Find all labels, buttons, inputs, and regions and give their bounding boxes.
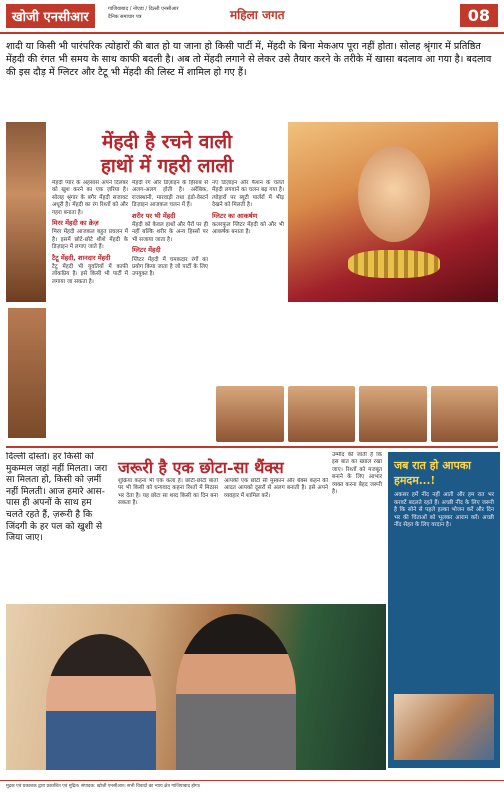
- bride-photo: [288, 122, 498, 302]
- mehndi-photo: [359, 386, 427, 442]
- mehndi-col3-text: नए डिज़ाइन और फैशन के चलते मेंहदी लगवाने का चलन बढ़ गया है। त्योहारों पर ब्यूटी पार्लरों में भीड़ देखने को मिलती है।: [212, 180, 284, 209]
- mehndi-headline-line2: हाथों में गहरी लाली: [100, 155, 234, 177]
- mehndi-photo: [431, 386, 499, 442]
- mehndi-headline-line1: मेंहदी है रचने वाली: [101, 131, 233, 153]
- right-column: उम्मीद की जाती है कि इस बात का ख्याल रखा जाए। रिश्तों को मजबूत बनाने के लिए आभार व्यक्त करना बेहद जरूरी है।: [332, 452, 382, 496]
- mehndi-col1-subhead2: टैटू मेंहदी, शानदार मेंहदी: [52, 253, 111, 262]
- intro-paragraph: शादी या किसी भी पारंपरिक त्योहारों की बात हो या जाना हो किसी पार्टी में, मेंहदी के बिना मेकअप पूरा नहीं होता। सोलह श्रृंगार में प्रतिष्ठित मेंहदी की रंगत भी समय के साथ काफी बदली है। अब तो मेंहदी लगाने से लेकर उसे तैयार करने के तरीके में खासा बदलाव आ गया है। बदलाव की इस दौड़ में ग्लिटर और टैटू भी मेंहदी की लिस्ट में शामिल हो गए हैं।: [6, 41, 492, 79]
- couple-photo: [6, 604, 386, 770]
- header-meta-line1: गाजियाबाद / नोएडा / दिल्ली एनसीआर: [108, 6, 179, 12]
- page-footer: मुद्रक एवं प्रकाशक द्वारा प्रकाशित एवं मुद्रित। संपादक: खोजी एनसीआर। सभी विवादों का न्याय क्षेत्र गाजियाबाद होगा।: [0, 780, 504, 800]
- thanks-headline: जरूरी है एक छोटा-सा थैंक्स: [118, 458, 284, 477]
- section-title: महिला जगत: [230, 8, 285, 22]
- thanks-column-1: शुक्रिया कहना भी एक कला है। छोटी-छोटी बातों पर भी किसी को धन्यवाद कहना रिश्तों में मिठास भर देता है। यह छोटा सा शब्द किसी का दिन बना सकता है।: [118, 478, 218, 507]
- page-number: 08: [460, 4, 498, 27]
- mehndi-col3-text2: कलरफुल ग्लिटर मेंहदी को और भी आकर्षक बनाता है।: [212, 222, 284, 236]
- mehndi-col2-subhead: शरीर पर भी मेंहदी: [132, 211, 176, 220]
- mehndi-photo: [216, 386, 284, 442]
- mehndi-headline: [52, 130, 282, 178]
- header-meta: [108, 5, 248, 21]
- bride-jewellery: [348, 250, 440, 278]
- sleep-text: अकसर हमें नींद नहीं आती और हम रात भर करवटें बदलते रहते हैं। अच्छी नींद के लिए जरूरी है कि सोने से पहले हल्का भोजन करें और दिन भर की चिंताओं को भूलकर आराम करें। अच्छी नींद सेहत के लिए वरदान है।: [394, 492, 494, 528]
- mehndi-hands-photo: [6, 122, 46, 302]
- mehndi-photo: [288, 386, 356, 442]
- mehndi-column-1: [52, 180, 128, 380]
- mehndi-hands-photo-2: [8, 308, 46, 438]
- mehndi-col2-text2: मेंहदी को केवल हाथों और पैरों पर ही नहीं बल्कि शरीर के अन्य हिस्सों पर भी सजाया जाता है।: [132, 222, 208, 243]
- mehndi-col2-subhead2: ग्लिटर मेंहदी: [132, 246, 161, 255]
- section-divider: [6, 446, 498, 448]
- mehndi-col3-subhead: ग्लिटर का आकर्षण: [212, 211, 258, 220]
- thanks-column-2: आपकी एक छोटी सी मुस्कान और थैंक्स कहने की आदत आपको दूसरों से अलग बनाती है। इसे अपने व्यवहार में शामिल करें।: [224, 478, 328, 499]
- mehndi-photo-strip: [216, 386, 498, 442]
- sleep-article-box: [388, 452, 500, 768]
- bride-face: [358, 146, 430, 242]
- mehndi-col2-text3: ग्लिटर मेंहदी में चमकदार रंगों का प्रयोग किया जाता है जो पार्टी के लिए उपयुक्त है।: [132, 256, 208, 278]
- mehndi-col1-subhead: मिरर मेंहदी का क्रेज़: [52, 219, 99, 228]
- header-meta-line2: दैनिक समाचार पत्र: [108, 14, 142, 20]
- left-bottom-column: दिल्ली दोस्तों। हर किसी को मुकम्मल जहां नहीं मिलता। जरा सा मिलता हो, किसी को ज़मीं नहीं मिलती। आज हमारे आस-पास ही अपनों के साथ हम चलते रहते हैं, ज़रूरी है कि जिंदगी के हर पल को खुशी से जिया जाए।: [6, 452, 108, 544]
- mehndi-article: [6, 122, 498, 444]
- mehndi-col1-text: मेंहदी प्यार के अहसास अपने दिलबर को खुश करने का एक ज़रिया है। सोलह श्रृंगार के बगैर मेंहदी सजावट अधूरी है। मेंहदी का रंग रिश्तों को और गहरा बनाता है।: [52, 180, 128, 216]
- couple-photo-man: [176, 614, 296, 770]
- mehndi-column-2: [132, 180, 208, 380]
- thanks-article: [112, 452, 330, 628]
- mehndi-col1-text3: टैटू मेंहदी भी युवतियों में काफी लोकप्रिय है। इसे किसी भी पार्टी में लगाया जा सकता है।: [52, 264, 128, 285]
- sleep-headline: जब रात हो आपका हमदम...!: [394, 459, 472, 487]
- mehndi-column-3: [212, 180, 284, 380]
- masthead: खोजी एनसीआर: [6, 4, 95, 28]
- couple-photo-woman: [46, 634, 156, 770]
- mehndi-col2-text: मेंहदी रंग और डिज़ाइन के हिसाब से अलग-अलग होती है। अरेबिक, राजस्थानी, मारवाड़ी तथा इंडो-वेस्टर्न डिज़ाइन आजकल चलन में हैं।: [132, 180, 208, 209]
- mehndi-col1-text2: मिरर मेंहदी आजकल बहुत प्रचलन में है। इसमें छोटे-छोटे शीशे मेंहदी के डिज़ाइन में लगाए जाते हैं।: [52, 229, 128, 251]
- page-header: [0, 0, 504, 34]
- couple-photo-small: [394, 694, 494, 760]
